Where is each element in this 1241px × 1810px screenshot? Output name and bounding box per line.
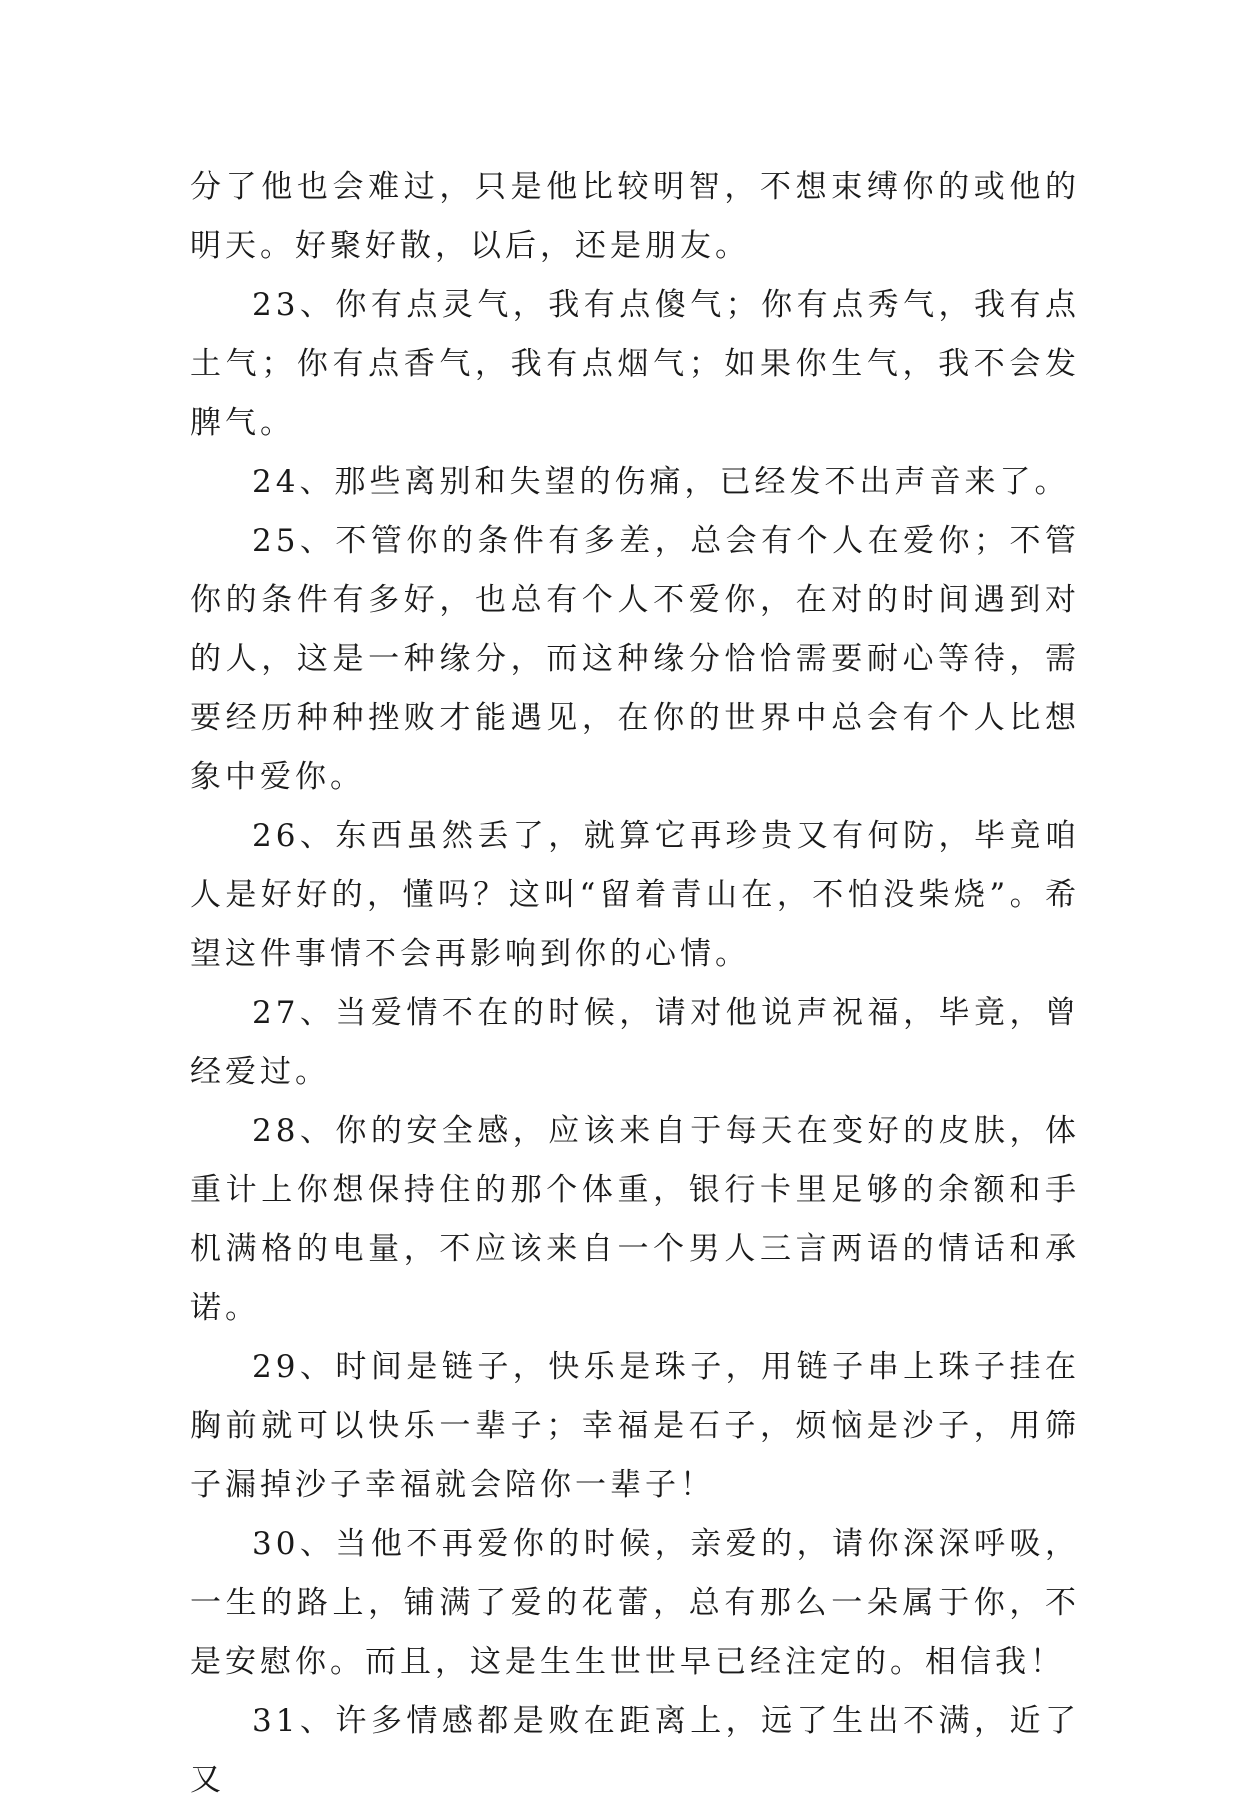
paragraph-23: 23、你有点灵气，我有点傻气；你有点秀气，我有点土气；你有点香气，我有点烟气；如果你生气，我不会发脾气。	[190, 287, 1080, 441]
paragraph-29: 29、时间是链子，快乐是珠子，用链子串上珠子挂在胸前就可以快乐一辈子；幸福是石子，烦恼是沙子，用筛子漏掉沙子幸福就会陪你一辈子！	[190, 1349, 1080, 1503]
paragraph-24: 24、那些离别和失望的伤痛，已经发不出声音来了。	[252, 464, 1070, 500]
paragraph-31: 31、许多情感都是败在距离上，远了生出不满，近了又	[190, 1703, 1080, 1798]
paragraph-22-continued: 分了他也会难过，只是他比较明智，不想束缚你的或他的明天。好聚好散，以后，还是朋友。	[190, 169, 1080, 264]
document-body	[190, 158, 1080, 1810]
paragraph-26: 26、东西虽然丢了，就算它再珍贵又有何防，毕竟咱人是好好的，懂吗？这叫“留着青山在，不怕没柴烧”。希望这件事情不会再影响到你的心情。	[190, 818, 1080, 972]
paragraph-30: 30、当他不再爱你的时候，亲爱的，请你深深呼吸，一生的路上，铺满了爱的花蕾，总有那么一朵属于你，不是安慰你。而且，这是生生世世早已经注定的。相信我！	[190, 1526, 1080, 1680]
paragraph-25: 25、不管你的条件有多差，总会有个人在爱你；不管你的条件有多好，也总有个人不爱你，在对的时间遇到对的人，这是一种缘分，而这种缘分恰恰需要耐心等待，需要经历种种挫败才能遇见，在你的世界中总会有个人比想象中爱你。	[190, 523, 1080, 795]
paragraph-27: 27、当爱情不在的时候，请对他说声祝福，毕竟，曾经爱过。	[190, 995, 1080, 1090]
paragraph-28: 28、你的安全感，应该来自于每天在变好的皮肤，体重计上你想保持住的那个体重，银行卡里足够的余额和手机满格的电量，不应该来自一个男人三言两语的情话和承诺。	[190, 1113, 1080, 1326]
